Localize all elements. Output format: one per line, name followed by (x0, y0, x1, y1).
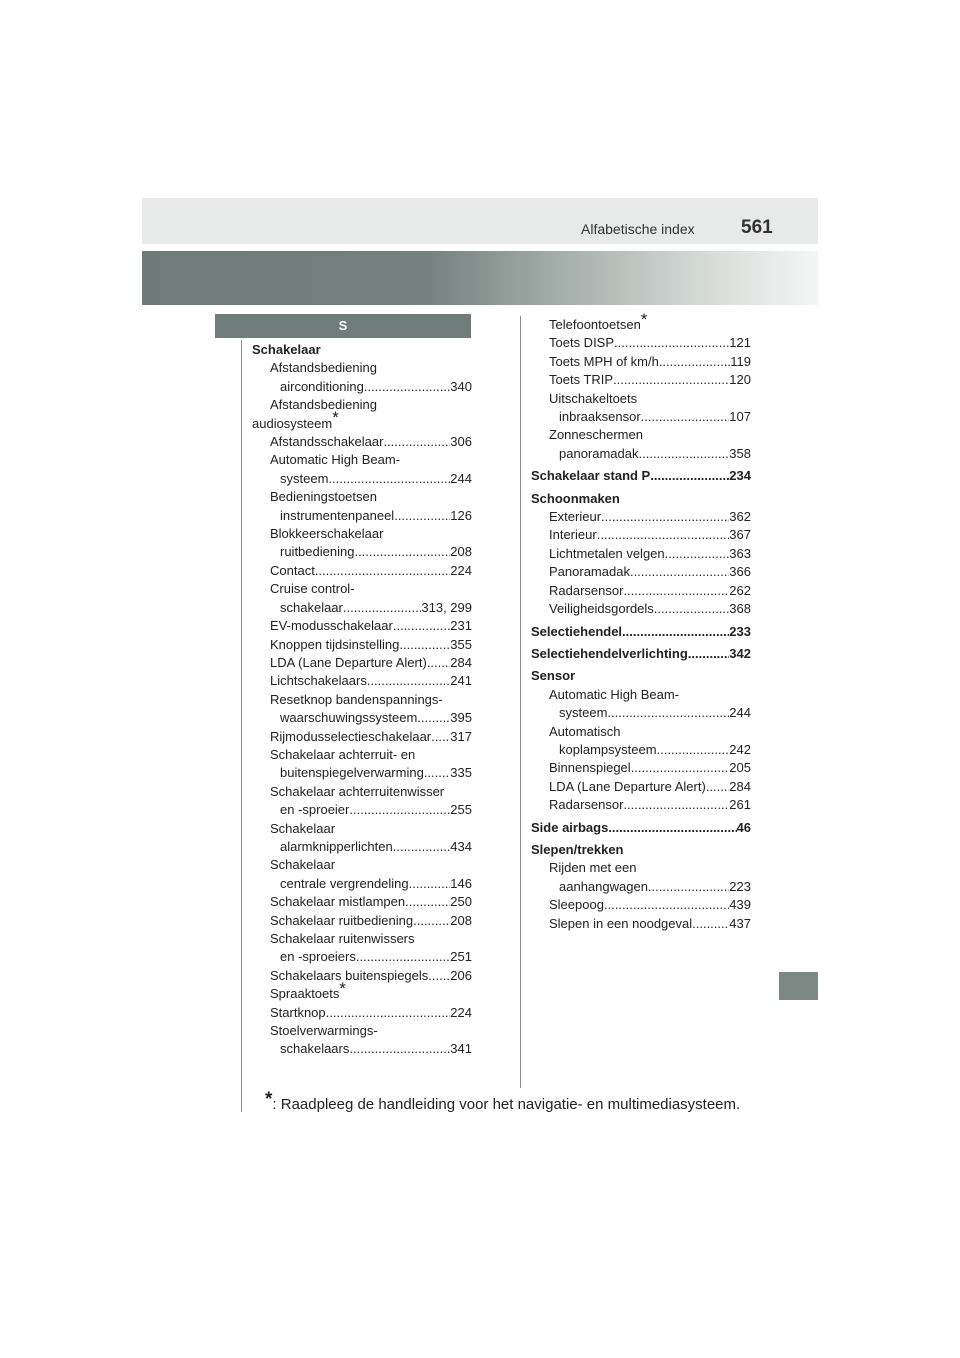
page-reference[interactable]: 224 (450, 1004, 472, 1020)
index-heading-text: Spraaktoets (270, 986, 340, 1002)
page-reference[interactable]: 355 (450, 636, 472, 652)
index-heading-text: Blokkeerschakelaar (270, 526, 384, 542)
index-entry-name: LDA (Lane Departure Alert) (270, 654, 427, 670)
dot-leader (622, 623, 729, 641)
dot-leader (688, 645, 730, 663)
dot-leader (613, 371, 729, 389)
page-reference[interactable]: 342 (729, 645, 751, 661)
index-heading-text: Cruise control- (270, 581, 355, 597)
index-entry-name: Selectiehendel (531, 623, 623, 639)
page-number: 561 (741, 217, 773, 238)
page-reference[interactable]: 255 (450, 802, 472, 818)
index-entry (531, 371, 751, 389)
page-reference[interactable]: 313, 299 (421, 599, 472, 615)
index-entry-name: Side airbags (531, 819, 609, 835)
dot-leader (393, 617, 450, 635)
page-reference[interactable]: 395 (450, 710, 472, 726)
chapter-side-tab (779, 972, 818, 1000)
index-heading-text: audiosysteem (252, 415, 333, 431)
index-heading (252, 930, 472, 948)
footnote (265, 1089, 740, 1113)
index-heading-text: Sensor (531, 668, 576, 684)
index-entry (531, 796, 751, 814)
page-header-title: Alfabetische index (581, 221, 695, 237)
index-entry (531, 741, 751, 759)
page-reference[interactable]: 46 (736, 819, 751, 835)
index-entry-name: Radarsensor (549, 797, 624, 813)
dot-leader (428, 967, 450, 985)
index-entry (531, 582, 751, 600)
index-entry-name: Schakelaar mistlampen (270, 894, 406, 910)
index-entry-name: airconditioning (280, 378, 364, 394)
index-heading-text: Schakelaar achterruitenwisser (270, 783, 445, 799)
index-entry (531, 704, 751, 722)
index-entry (252, 470, 472, 488)
index-entry-name: Selectiehendelverlichting (531, 645, 688, 661)
index-entry-name: Lichtmetalen velgen (549, 545, 665, 561)
page-reference[interactable]: 439 (729, 897, 751, 913)
index-entry (252, 912, 472, 930)
index-heading (531, 390, 751, 408)
index-entry (531, 896, 751, 914)
index-entry-name: Knoppen tijdsinstelling (270, 636, 400, 652)
page-reference[interactable]: 367 (729, 527, 751, 543)
dot-leader (648, 878, 729, 896)
index-heading (252, 341, 472, 359)
page-reference[interactable]: 335 (450, 765, 472, 781)
column-divider (520, 316, 521, 1088)
index-heading-text: Rijden met een (549, 860, 637, 876)
index-entry-name: Lichtschakelaars (270, 673, 367, 689)
index-heading (531, 686, 751, 704)
index-entry-name: centrale vergrendeling (280, 875, 409, 891)
page-reference[interactable]: 317 (450, 728, 472, 744)
index-entry (531, 759, 751, 777)
index-entry-name: Schakelaar stand P (531, 468, 651, 484)
index-heading (252, 359, 472, 377)
dot-leader (328, 470, 450, 488)
index-heading (531, 490, 751, 508)
index-heading (252, 856, 472, 874)
index-entry (252, 1004, 472, 1022)
dot-leader (639, 445, 730, 463)
index-heading-text: Slepen/trekken (531, 841, 624, 857)
index-heading (252, 488, 472, 506)
page-reference[interactable]: 284 (450, 654, 472, 670)
index-entry (252, 709, 472, 727)
header-band (142, 198, 818, 244)
page-reference[interactable]: 224 (450, 562, 472, 578)
page-reference[interactable]: 340 (450, 378, 472, 394)
index-entry-name: systeem (280, 470, 329, 486)
page-reference[interactable]: 262 (729, 582, 751, 598)
index-heading-text: Automatic High Beam- (270, 452, 401, 468)
page-reference[interactable]: 362 (729, 509, 751, 525)
index-entry (531, 408, 751, 426)
dot-leader (399, 636, 450, 654)
index-heading (252, 408, 472, 433)
page-reference[interactable]: 358 (729, 445, 751, 461)
footnote-asterisk: * (332, 408, 339, 428)
index-heading-text: Automatic High Beam- (549, 686, 680, 702)
dot-leader (349, 1040, 450, 1058)
index-entry (252, 875, 472, 893)
dot-leader (601, 508, 729, 526)
section-letter-header: S (215, 314, 471, 338)
index-heading (252, 451, 472, 469)
index-entry (252, 654, 472, 672)
dot-leader (349, 801, 450, 819)
page-reference[interactable]: 121 (729, 335, 751, 351)
index-heading-text: Telefoontoetsen (549, 317, 641, 332)
index-entry (531, 915, 751, 933)
dot-leader (623, 796, 729, 814)
dot-leader (665, 545, 730, 563)
index-heading-text: Schakelaar (270, 857, 336, 873)
page-reference[interactable]: 208 (450, 912, 472, 928)
index-heading (531, 723, 751, 741)
page-reference[interactable]: 120 (729, 372, 751, 388)
dot-leader (413, 912, 450, 930)
page-reference[interactable]: 244 (450, 470, 472, 486)
index-entry-name: waarschuwingssysteem (280, 710, 418, 726)
footnote-asterisk: * (339, 978, 346, 998)
index-heading-text: Uitschakeltoets (549, 390, 638, 406)
index-entry (252, 378, 472, 396)
index-entry-name: instrumentenpaneel (280, 507, 395, 523)
index-entry-name: Interieur (549, 527, 597, 543)
page-reference[interactable]: 284 (729, 778, 751, 794)
index-entry (252, 672, 472, 690)
index-entry-name: Schakelaars buitenspiegels (270, 967, 429, 983)
index-entry (252, 599, 472, 617)
index-entry-name: koplampsysteem (559, 741, 657, 757)
index-column-left (252, 341, 472, 1059)
index-entry (252, 728, 472, 746)
index-entry (531, 778, 751, 796)
dot-leader (367, 672, 450, 690)
index-entry-name: ruitbediening (280, 544, 355, 560)
index-entry-name: systeem (559, 705, 608, 721)
index-entry (531, 645, 751, 663)
dot-leader (417, 709, 450, 727)
index-entry (531, 334, 751, 352)
index-entry-name: Afstandsschakelaar (270, 434, 384, 450)
index-heading (252, 978, 472, 1003)
index-column-right (531, 309, 751, 933)
index-entry (252, 948, 472, 966)
index-heading (531, 309, 751, 334)
index-entry (252, 543, 472, 561)
dot-leader (630, 563, 729, 581)
page-reference[interactable]: 368 (729, 601, 751, 617)
dot-leader (354, 543, 450, 561)
dot-leader (405, 893, 450, 911)
dot-leader (614, 334, 729, 352)
index-entry-name: Veiligheidsgordels (549, 601, 654, 617)
dot-leader (604, 896, 729, 914)
index-heading-text: Schakelaar achterruit- en (270, 746, 416, 762)
index-heading-text: Automatisch (549, 723, 621, 739)
index-entry-name: Exterieur (549, 509, 602, 525)
index-heading (252, 525, 472, 543)
dot-leader (597, 526, 730, 544)
decorative-gradient-band (142, 251, 818, 305)
dot-leader (623, 582, 729, 600)
dot-leader (424, 764, 450, 782)
page-reference[interactable]: 241 (450, 673, 472, 689)
page-reference[interactable]: 434 (450, 838, 472, 854)
page-reference[interactable]: 366 (729, 564, 751, 580)
page-reference[interactable]: 251 (450, 949, 472, 965)
index-entry (252, 562, 472, 580)
index-entry-name: schakelaar (280, 599, 343, 615)
dot-leader (326, 1004, 451, 1022)
index-entry (252, 636, 472, 654)
index-entry-name: Toets DISP (549, 335, 615, 351)
index-entry (531, 878, 751, 896)
index-entry (531, 545, 751, 563)
dot-leader (431, 728, 450, 746)
index-heading-text: Zonneschermen (549, 427, 643, 443)
footnote-text: : Raadpleeg de handleiding voor het navigatie- en multimediasysteem. (272, 1096, 741, 1113)
index-entry-name: buitenspiegelverwarming (280, 765, 424, 781)
index-entry-name: Contact (270, 562, 315, 578)
index-entry (252, 967, 472, 985)
dot-leader (631, 759, 730, 777)
dot-leader (315, 562, 450, 580)
page-reference[interactable]: 261 (729, 797, 751, 813)
index-heading (252, 820, 472, 838)
dot-leader (706, 778, 729, 796)
index-heading (252, 396, 472, 414)
index-entry-name: Slepen in een noodgeval (549, 915, 693, 931)
index-entry (531, 563, 751, 581)
index-entry (252, 617, 472, 635)
index-entry-name: EV-modusschakelaar (270, 618, 393, 634)
index-heading (252, 746, 472, 764)
dot-leader (654, 600, 730, 618)
page-reference[interactable]: 146 (450, 875, 472, 891)
index-entry (531, 353, 751, 371)
dot-leader (409, 875, 451, 893)
dot-leader (383, 433, 450, 451)
index-heading (252, 691, 472, 709)
dot-leader (607, 704, 729, 722)
index-entry-name: Startknop (270, 1004, 326, 1020)
page-reference[interactable]: 208 (450, 544, 472, 560)
dot-leader (394, 507, 450, 525)
page-reference[interactable]: 107 (729, 409, 751, 425)
index-entry (252, 893, 472, 911)
index-entry-name: Radarsensor (549, 582, 624, 598)
index-heading-text: Afstandsbediening (270, 397, 377, 413)
footnote-asterisk: * (640, 309, 648, 329)
index-entry (531, 445, 751, 463)
dot-leader (427, 654, 450, 672)
dot-leader (343, 599, 422, 617)
index-entry-name: en -sproeier (280, 802, 350, 818)
page-reference[interactable]: 231 (450, 618, 472, 634)
index-heading-text: Schakelaar ruitenwissers (270, 931, 415, 946)
index-entry (531, 623, 751, 641)
index-entry (531, 508, 751, 526)
index-entry-name: Panoramadak (549, 564, 630, 580)
index-heading (252, 580, 472, 598)
page-reference[interactable]: 306 (450, 434, 472, 450)
index-heading (252, 783, 472, 801)
index-heading (531, 859, 751, 877)
index-entry (252, 838, 472, 856)
index-heading (531, 841, 751, 859)
index-heading (531, 667, 751, 685)
index-entry-name: Schakelaar ruitbediening (270, 912, 414, 928)
index-entry-name: alarmknipperlichten (280, 838, 393, 854)
dot-leader (608, 819, 736, 837)
index-heading-text: Resetknop bandenspannings- (270, 691, 443, 707)
index-heading-text: Bedieningstoetsen (270, 489, 377, 505)
page-reference[interactable]: 250 (450, 894, 472, 910)
index-entry (531, 526, 751, 544)
page-reference[interactable]: 206 (450, 967, 472, 983)
index-entry (252, 801, 472, 819)
page-reference[interactable]: 244 (729, 705, 751, 721)
index-entry-name: schakelaars (280, 1041, 350, 1057)
index-entry-name: Toets MPH of km/h (549, 353, 659, 369)
index-heading-text: Schakelaar (270, 820, 336, 836)
index-heading-text: Stoelverwarmings- (270, 1023, 378, 1039)
index-entry-name: Binnenspiegel (549, 760, 631, 776)
index-heading-text: Schakelaar (252, 342, 321, 357)
index-heading-text: Schoonmaken (531, 490, 620, 506)
dot-leader (641, 408, 730, 426)
page-reference[interactable]: 341 (450, 1041, 472, 1057)
page-reference[interactable]: 126 (450, 507, 472, 523)
index-entry (252, 433, 472, 451)
index-entry (252, 507, 472, 525)
dot-leader (364, 378, 450, 396)
index-entry (531, 819, 751, 837)
footnote-asterisk: * (265, 1089, 273, 1110)
page-reference[interactable]: 119 (730, 353, 751, 369)
index-entry-name: inbraaksensor (559, 409, 641, 425)
page-reference[interactable]: 242 (729, 741, 751, 757)
index-entry-name: panoramadak (559, 445, 639, 461)
dot-leader (657, 741, 730, 759)
index-entry (252, 1040, 472, 1058)
index-entry-name: Sleepoog (549, 897, 604, 913)
index-entry-name: en -sproeiers (280, 949, 356, 965)
left-column-rule (241, 340, 242, 1112)
index-entry (252, 764, 472, 782)
dot-leader (356, 948, 450, 966)
dot-leader (393, 838, 451, 856)
page-reference[interactable]: 205 (729, 760, 751, 776)
index-entry-name: LDA (Lane Departure Alert) (549, 778, 706, 794)
page-reference[interactable]: 234 (729, 468, 751, 484)
index-heading (531, 426, 751, 444)
index-heading (252, 1022, 472, 1040)
page-reference[interactable]: 223 (729, 878, 751, 894)
page-reference[interactable]: 233 (729, 623, 751, 639)
index-entry-name: Toets TRIP (549, 372, 614, 388)
page-reference[interactable]: 437 (729, 915, 751, 931)
index-entry-name: aanhangwagen (559, 878, 648, 894)
index-heading-text: Afstandsbediening (270, 360, 377, 376)
index-entry-name: Rijmodusselectieschakelaar (270, 728, 432, 744)
page-reference[interactable]: 363 (729, 545, 751, 561)
dot-leader (659, 353, 730, 371)
dot-leader (692, 915, 729, 933)
index-entry (531, 467, 751, 485)
dot-leader (650, 467, 729, 485)
index-entry (531, 600, 751, 618)
